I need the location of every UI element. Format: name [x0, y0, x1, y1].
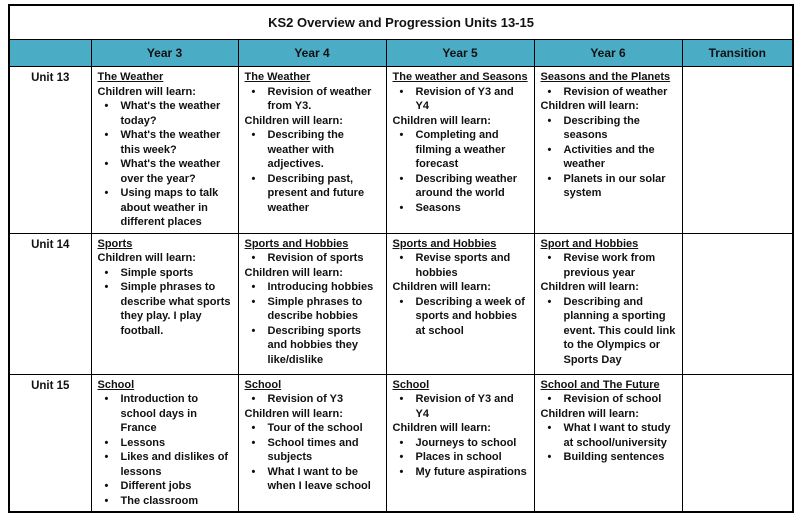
topic-heading: School: [392, 378, 430, 391]
bullet-item: • Building sentences: [541, 450, 677, 465]
bullet-item: • Describing sports and hobbies they like/dislike: [245, 324, 381, 368]
bullet-list: [393, 85, 529, 114]
transition-cell: [682, 233, 793, 374]
bullet-list: [245, 421, 381, 494]
bullet-item: • Lessons: [98, 436, 233, 451]
cell-text: Children will learn:: [392, 422, 491, 435]
bullet-item: • Using maps to talk about weather in different places: [98, 186, 233, 230]
bullet-item: • School times and subjects: [245, 436, 381, 465]
topic-cell: [91, 374, 238, 512]
cell-text: Children will learn:: [540, 281, 639, 294]
cell-text: Children will learn:: [392, 281, 491, 294]
column-header-row: [9, 40, 793, 67]
bullet-list: [245, 251, 381, 266]
bullet-list: [393, 251, 529, 280]
topic-heading: School: [97, 378, 135, 391]
topic-cell: [534, 374, 682, 512]
bullet-item: • Introduction to school days in France: [98, 392, 233, 436]
topic-heading: School: [244, 378, 282, 391]
column-header-year-5: Year 5: [386, 40, 534, 67]
bullet-item: • Seasons: [393, 201, 529, 216]
bullet-item: • Tour of the school: [245, 421, 381, 436]
bullet-item: • Simple phrases to describe what sports they play. I play football.: [98, 280, 233, 338]
bullet-item: • Revision of Y3: [245, 392, 381, 407]
topic-heading: School and The Future: [540, 378, 660, 391]
cell-text: Children will learn:: [540, 407, 639, 420]
bullet-item: • Revision of Y3 and Y4: [393, 85, 529, 114]
topic-heading: Sports: [97, 237, 133, 250]
cell-text: Children will learn:: [244, 114, 343, 127]
bullet-item: • Journeys to school: [393, 436, 529, 451]
page-title: KS2 Overview and Progression Units 13-15: [9, 5, 793, 40]
bullet-item: • My future aspirations: [393, 465, 529, 480]
bullet-item: • Planets in our solar system: [541, 172, 677, 201]
topic-cell: [386, 233, 534, 374]
bullet-item: • What's the weather over the year?: [98, 157, 233, 186]
progression-table: [8, 4, 794, 513]
bullet-item: • Describing weather around the world: [393, 172, 529, 201]
bullet-item: • Revision of Y3 and Y4: [393, 392, 529, 421]
topic-cell: [91, 233, 238, 374]
bullet-list: [393, 436, 529, 480]
bullet-list: [245, 280, 381, 367]
cell-text: Children will learn:: [540, 100, 639, 113]
column-header-transition: Transition: [682, 40, 793, 67]
bullet-list: [541, 392, 677, 407]
topic-cell: [386, 67, 534, 234]
topic-cell: [534, 233, 682, 374]
bullet-list: [393, 392, 529, 421]
topic-heading: Sport and Hobbies: [540, 237, 639, 250]
bullet-item: • Describing the seasons: [541, 114, 677, 143]
bullet-list: [541, 251, 677, 280]
topic-cell: [238, 67, 386, 234]
bullet-list: [393, 128, 529, 215]
bullet-item: • Revise work from previous year: [541, 251, 677, 280]
unit-label: Unit 13: [9, 67, 91, 234]
bullet-item: • Revision of weather: [541, 85, 677, 100]
bullet-list: [541, 85, 677, 100]
bullet-item: • Revision of weather from Y3.: [245, 85, 381, 114]
bullet-item: • Simple phrases to describe hobbies: [245, 295, 381, 324]
topic-heading: The Weather: [97, 71, 164, 83]
bullet-list: [541, 114, 677, 201]
bullet-item: • Introducing hobbies: [245, 280, 381, 295]
bullet-item: • Likes and dislikes of lessons: [98, 450, 233, 479]
bullet-item: • Describing and planning a sporting event. This could link to the Olympics or Sports Day: [541, 295, 677, 368]
cell-text: Children will learn:: [97, 252, 196, 265]
bullet-item: • What's the weather this week?: [98, 128, 233, 157]
topic-heading: The weather and Seasons: [392, 71, 528, 83]
bullet-item: • The classroom: [98, 494, 233, 509]
bullet-item: • What I want to be when I leave school: [245, 465, 381, 494]
bullet-item: • What I want to study at school/university: [541, 421, 677, 450]
topic-cell: [91, 67, 238, 234]
bullet-list: [98, 392, 233, 508]
bullet-item: • Places in school: [393, 450, 529, 465]
bullet-item: • Describing past, present and future weather: [245, 172, 381, 216]
transition-cell: [682, 374, 793, 512]
transition-cell: [682, 67, 793, 234]
cell-text: Children will learn:: [392, 114, 491, 127]
bullet-item: • Activities and the weather: [541, 143, 677, 172]
topic-cell: [534, 67, 682, 234]
bullet-item: • Describing the weather with adjectives.: [245, 128, 381, 172]
topic-heading: The Weather: [244, 71, 311, 83]
unit-label: Unit 15: [9, 374, 91, 512]
bullet-list: [98, 266, 233, 339]
unit-label: Unit 14: [9, 233, 91, 374]
unit-row-unit-13: [9, 67, 793, 234]
bullet-list: [541, 421, 677, 465]
cell-text: Children will learn:: [97, 85, 196, 98]
bullet-item: • Describing a week of sports and hobbies at school: [393, 295, 529, 339]
column-header-year-4: Year 4: [238, 40, 386, 67]
column-header-blank: [9, 40, 91, 67]
topic-heading: Sports and Hobbies: [392, 237, 497, 250]
bullet-list: [98, 99, 233, 230]
bullet-item: • Different jobs: [98, 479, 233, 494]
cell-text: Children will learn:: [244, 407, 343, 420]
column-header-year-3: Year 3: [91, 40, 238, 67]
topic-cell: [386, 374, 534, 512]
bullet-list: [541, 295, 677, 368]
topic-cell: [238, 233, 386, 374]
column-header-year-6: Year 6: [534, 40, 682, 67]
bullet-item: • Revision of school: [541, 392, 677, 407]
bullet-list: [245, 128, 381, 215]
topic-heading: Seasons and the Planets: [540, 71, 671, 83]
cell-text: Children will learn:: [244, 266, 343, 279]
bullet-item: • What's the weather today?: [98, 99, 233, 128]
bullet-list: [393, 295, 529, 339]
unit-row-unit-15: [9, 374, 793, 512]
bullet-item: • Simple sports: [98, 266, 233, 281]
topic-cell: [238, 374, 386, 512]
bullet-item: • Revise sports and hobbies: [393, 251, 529, 280]
bullet-list: [245, 392, 381, 407]
unit-row-unit-14: [9, 233, 793, 374]
bullet-item: • Completing and filming a weather forecast: [393, 128, 529, 172]
title-row: [9, 5, 793, 40]
bullet-list: [245, 85, 381, 114]
bullet-item: • Revision of sports: [245, 251, 381, 266]
topic-heading: Sports and Hobbies: [244, 237, 349, 250]
